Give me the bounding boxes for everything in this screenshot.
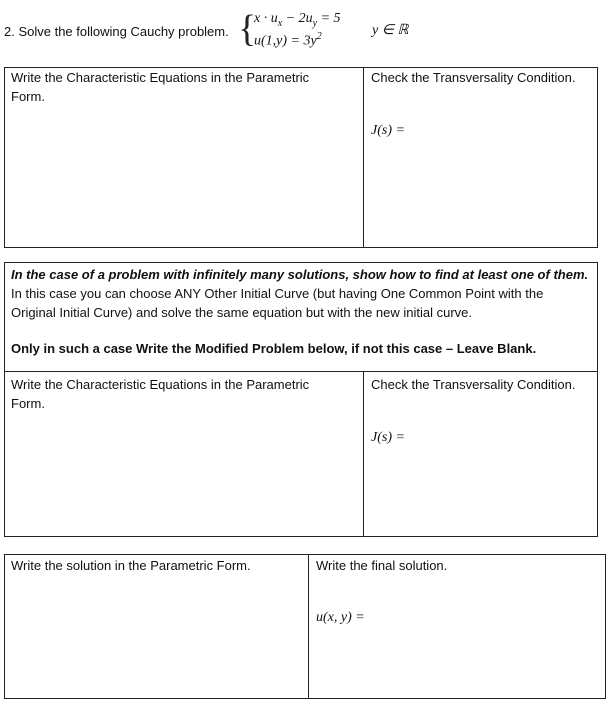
system-brace: {: [238, 8, 257, 50]
infinite-body: In this case you can choose ANY Other Initial Curve (but having One Common Point with the Original Initial Curve) and solve the same equation but with the new initial curve.: [11, 286, 544, 320]
section-divider: [5, 371, 597, 372]
final-solution-prompt: Write the final solution.: [316, 558, 448, 573]
problem-prefix: 2. Solve the following Cauchy problem.: [4, 24, 229, 39]
domain-condition: y ∈ ℝ: [372, 23, 409, 38]
answer-box-characteristics-1: [4, 67, 598, 248]
box-divider: [308, 555, 309, 698]
characteristic-equations-prompt: Write the Characteristic Equations in the Parametric Form.: [11, 70, 310, 104]
infinite-heading: In the case of a problem with infinitely many solutions, show how to find at least one of them.: [11, 267, 589, 282]
equation-1: $x \cdot u_x - 2u_y = 5$: [254, 11, 341, 29]
transversality-prompt: Check the Transversality Condition.: [371, 70, 576, 85]
box-divider: [363, 68, 364, 247]
infinite-solutions-section: [4, 262, 598, 537]
parametric-solution-prompt: Write the solution in the Parametric Form.: [11, 558, 251, 573]
final-solution-label: u(x, y) =: [316, 610, 365, 625]
equation-2: $u(1,y) = 3y^2$: [254, 31, 322, 49]
jacobian-label: J(s) =: [371, 123, 405, 138]
box-divider: [363, 371, 364, 536]
infinite-instruction: Only in such a case Write the Modified Problem below, if not this case – Leave Blank.: [11, 341, 537, 356]
characteristic-equations-prompt-2: Write the Characteristic Equations in the Parametric Form.: [11, 377, 310, 411]
answer-box-solution: [4, 554, 606, 699]
transversality-prompt-2: Check the Transversality Condition.: [371, 377, 576, 392]
jacobian-label-2: J(s) =: [371, 430, 405, 445]
